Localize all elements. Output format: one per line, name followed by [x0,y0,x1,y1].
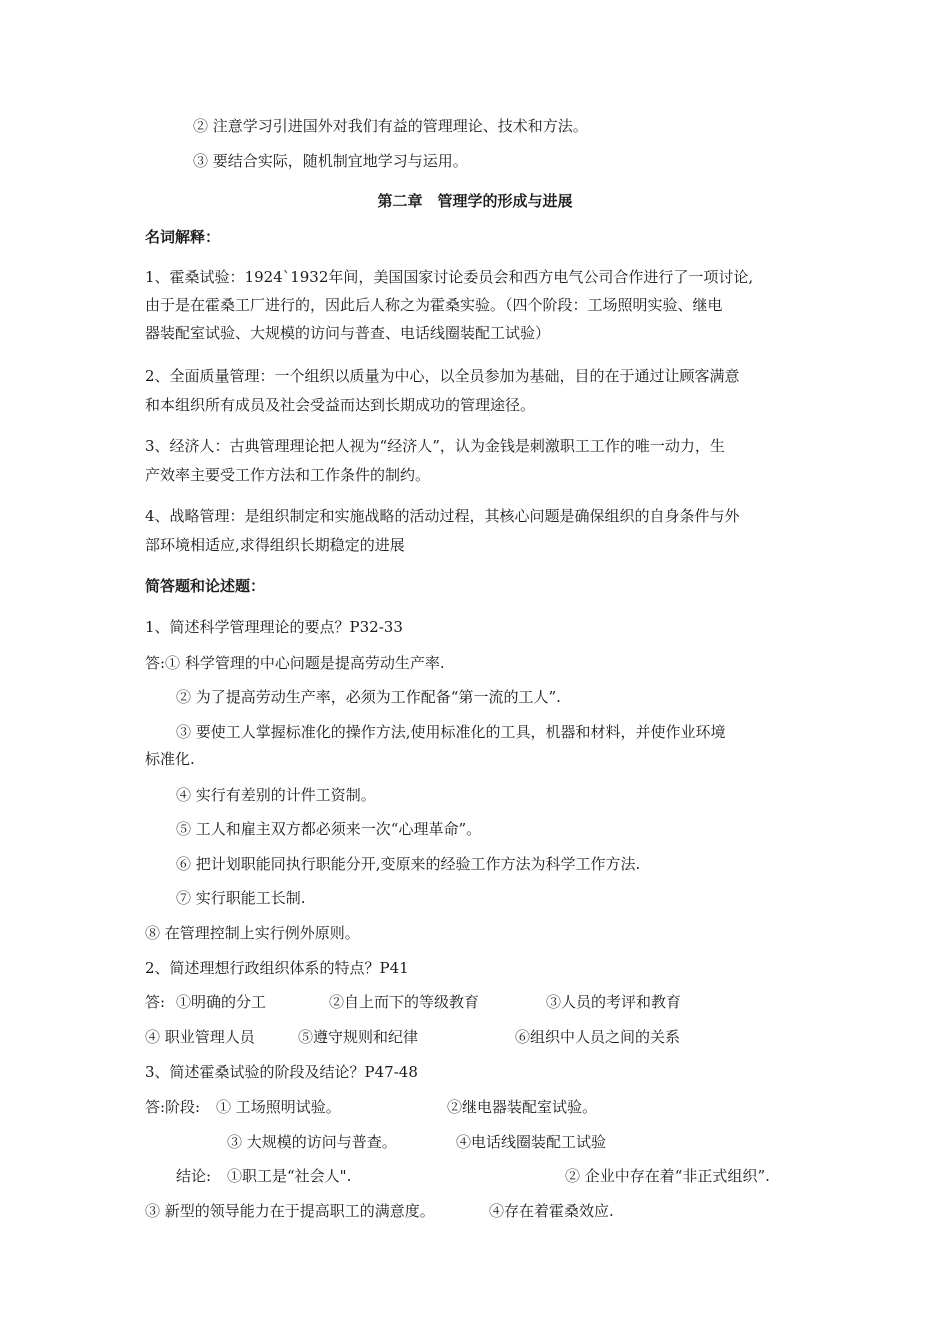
term-3-line-1: 3、经济人：古典管理理论把人视为“经济人”，认为金钱是刺激职工工作的唯一动力，生 [145,437,725,455]
q2-feature-6: ⑥组织中人员之间的关系 [515,1028,681,1046]
chapter-title: 第二章 管理学的形成与进展 [377,192,573,210]
term-3-line-2: 产效率主要受工作方法和工作条件的制约。 [145,466,431,484]
q3-conclusion-4: ④存在着霍桑效应. [489,1202,614,1220]
q3-stage-1: ① 工场照明试验。 [216,1098,341,1116]
term-1-line-3: 器装配室试验、大规模的访问与普查、电话线圈装配工试验） [145,324,551,342]
term-1-line-2: 由于是在霍桑工厂进行的，因此后人称之为霍桑实验。（四个阶段：工场照明实验、继电 [145,296,723,314]
q3-stage-2: ②继电器装配室试验。 [447,1098,598,1116]
q1-answer-2: ② 为了提高劳动生产率，必须为工作配备“第一流的工人”. [176,688,561,706]
q1-answer-1: 答:① 科学管理的中心问题是提高劳动生产率. [145,654,445,672]
term-2-line-1: 2、全面质量管理：一个组织以质量为中心，以全员参加为基础，目的在于通过让顾客满意 [145,367,740,385]
question-3: 3、简述霍桑试验的阶段及结论？P47-48 [145,1063,418,1081]
q2-feature-2: ②自上而下的等级教育 [329,993,480,1011]
intro-item-2: ② 注意学习引进国外对我们有益的管理理论、技术和方法。 [193,117,588,135]
question-1: 1、简述科学管理理论的要点？P32-33 [145,618,403,636]
q2-feature-4: ④ 职业管理人员 [145,1028,255,1046]
qa-heading: 简答题和论述题： [145,577,266,595]
q1-answer-5: ⑤ 工人和雇主双方都必须来一次“心理革命”。 [176,820,482,838]
term-1-line-1: 1、霍桑试验：1924`1932年间，美国国家讨论委员会和西方电气公司合作进行了一项讨论, [145,268,754,286]
q3-conclusion-prefix: 结论: [176,1167,212,1185]
terms-heading: 名词解释： [145,228,221,246]
q1-answer-7: ⑦ 实行职能工长制. [176,889,306,907]
q1-answer-6: ⑥ 把计划职能同执行职能分开,变原来的经验工作方法为科学工作方法. [176,855,641,873]
term-4-line-1: 4、战略管理：是组织制定和实施战略的活动过程，其核心问题是确保组织的自身条件与外 [145,507,740,525]
term-4-line-2: 部环境相适应,求得组织长期稳定的进展 [145,536,405,554]
q1-answer-3-line-2: 标准化. [145,750,195,768]
q1-answer-4: ④ 实行有差别的计件工资制。 [176,786,376,804]
q2-feature-3: ③人员的考评和教育 [546,993,682,1011]
q3-stage-3: ③ 大规模的访问与普查。 [227,1133,397,1151]
intro-item-3: ③ 要结合实际，随机制宜地学习与运用。 [193,152,468,170]
question-2: 2、简述理想行政组织体系的特点？P41 [145,959,409,977]
q2-feature-1: ①明确的分工 [176,993,267,1011]
term-2-line-2: 和本组织所有成员及社会受益而达到长期成功的管理途径。 [145,396,536,414]
q2-answer-prefix: 答: [145,993,166,1011]
q3-conclusion-1: ①职工是“社会人". [227,1167,352,1185]
q3-stage-4: ④电话线圈装配工试验 [456,1133,607,1151]
q1-answer-3-line-1: ③ 要使工人掌握标准化的操作方法,使用标准化的工具，机器和材料，并使作业环境 [176,723,726,741]
q3-conclusion-2: ② 企业中存在着“非正式组织”. [565,1167,770,1185]
q1-answer-8: ⑧ 在管理控制上实行例外原则。 [145,924,360,942]
q2-feature-5: ⑤遵守规则和纪律 [298,1028,419,1046]
q3-stage-prefix: 答:阶段: [145,1098,201,1116]
q3-conclusion-3: ③ 新型的领导能力在于提高职工的满意度。 [145,1202,435,1220]
